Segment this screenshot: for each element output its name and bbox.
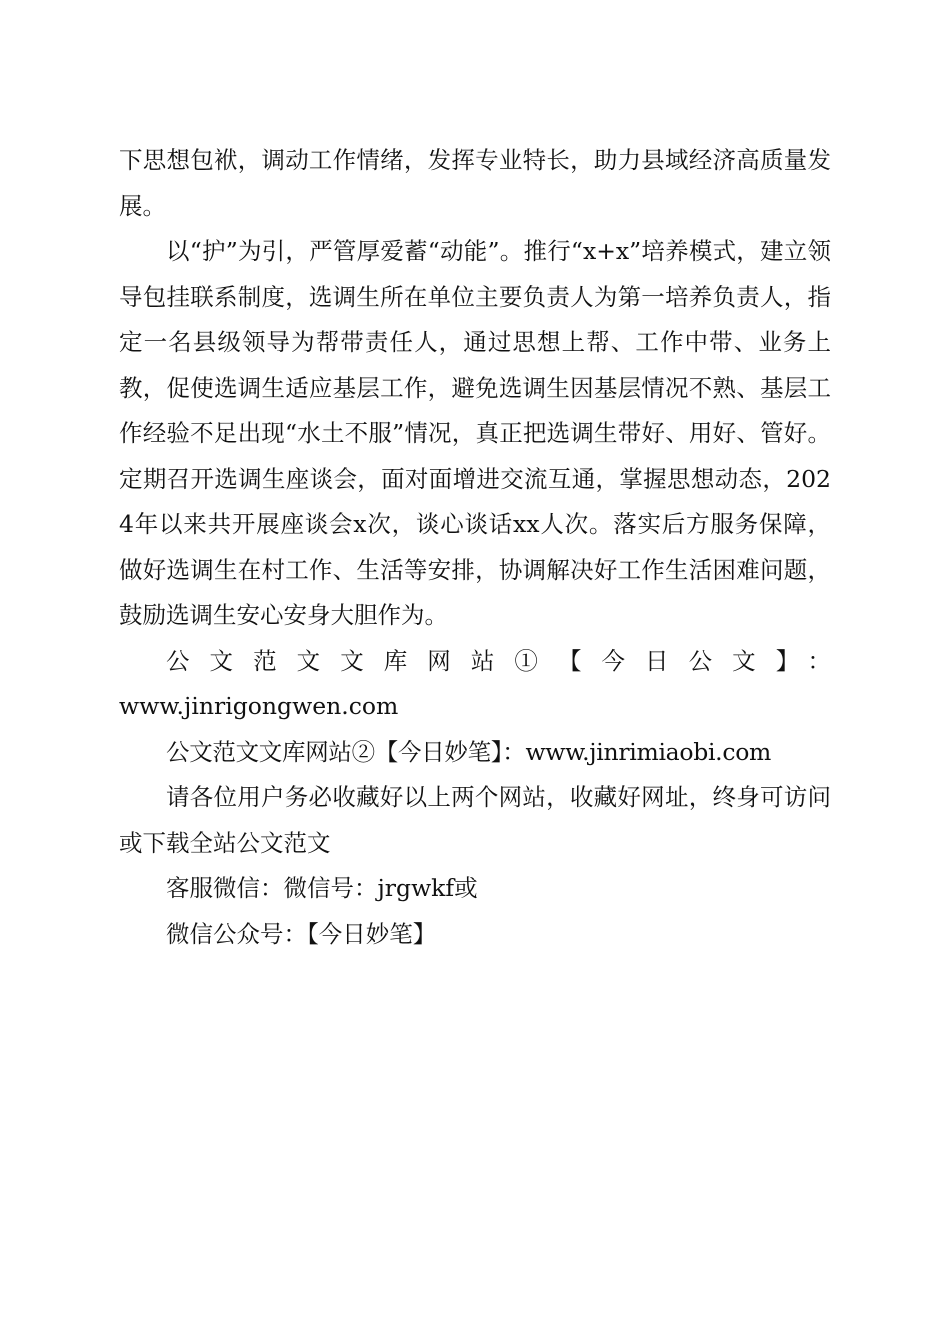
bookmark-reminder: 请各位用户务必收藏好以上两个网站，收藏好网址，终身可访问或下载全站公文范文 bbox=[119, 783, 831, 857]
wechat-public-account: 微信公众号：【今日妙笔】 bbox=[166, 919, 437, 948]
website-1-block bbox=[119, 639, 831, 730]
document-page bbox=[119, 138, 831, 957]
body-paragraph-continued: 下思想包袱，调动工作情绪，发挥专业特长，助力县域经济高质量发展。 bbox=[119, 146, 831, 220]
website-1-label: 公文范文文库网站①【今日公文】： bbox=[166, 646, 831, 675]
wechat-service: 客服微信：微信号：jrgwkf或 bbox=[166, 874, 478, 902]
website-2-line: 公文范文文库网站②【今日妙笔】：www.jinrimiaobi.com bbox=[166, 737, 772, 766]
body-paragraph: 以“护”为引，严管厚爱蓄“动能”。推行“x+x”培养模式，建立领导包挂联系制度，选调生所在单位主要负责人为第一培养负责人，指定一名县级领导为帮带责任人，通过思想上帮、工作中带、业务上教，促使选调生适应基层工作，避免选调生因基层情况不熟、基层工作经验不足出现“水土不服”情况，真正把选调生带好、用好、管好。定期召开选调生座谈会，面对面增进交流互通，掌握思想动态，2024年以来共开展座谈会x次，谈心谈话xx人次。落实后方服务保障，做好选调生在村工作、生活等安排，协调解决好工作生活困难问题，鼓励选调生安心安身大胆作为。 bbox=[119, 237, 831, 629]
website-1-url: www.jinrigongwen.com bbox=[119, 692, 399, 720]
